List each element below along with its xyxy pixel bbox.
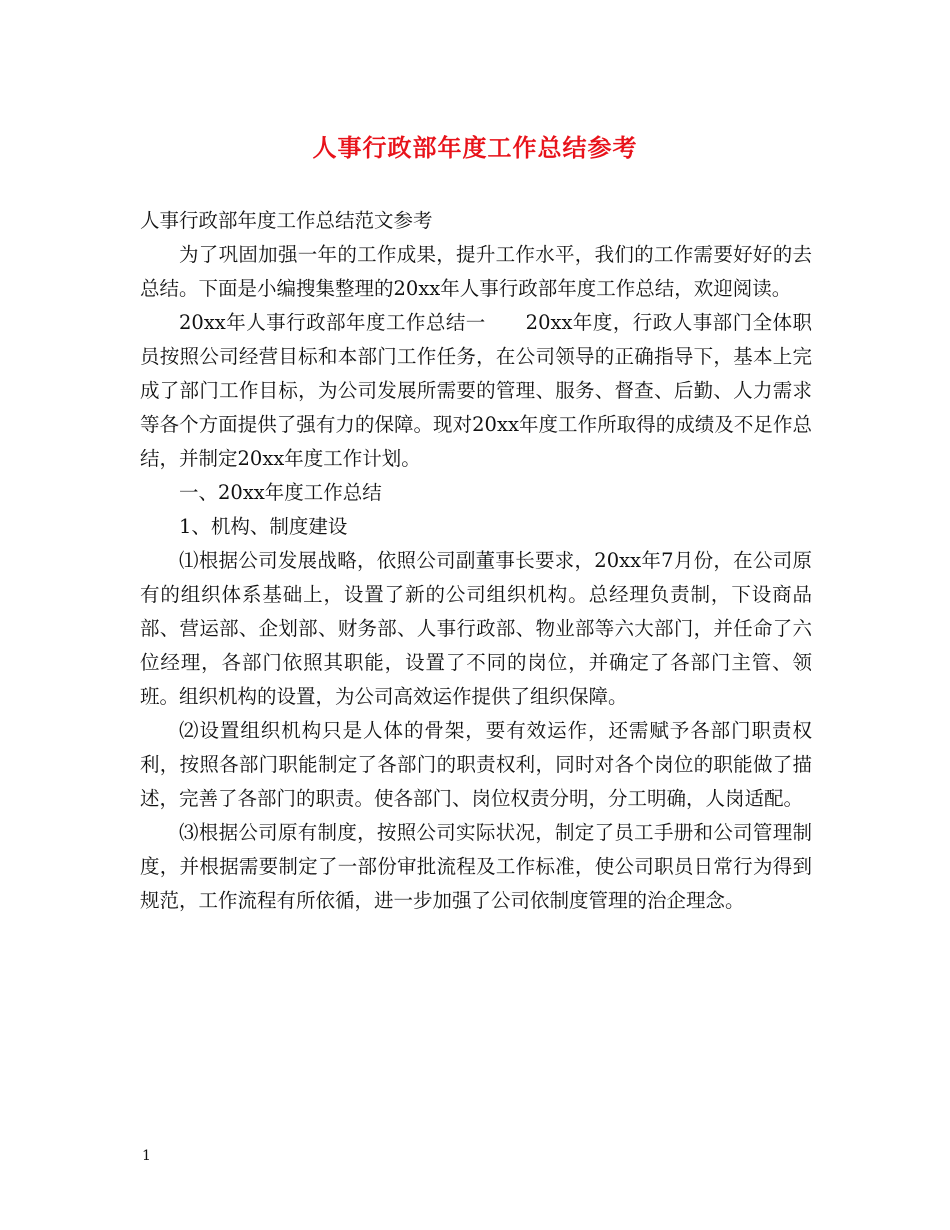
- document-title: 人事行政部年度工作总结参考: [312, 133, 638, 162]
- intro-paragraph: 为了巩固加强一年的工作成果，提升工作水平，我们的工作需要好好的去总结。下面是小编搜集整理的20xx年人事行政部年度工作总结，欢迎阅读。: [140, 243, 812, 300]
- document-body: [140, 204, 812, 918]
- subsection-heading: 1、机构、制度建设: [179, 515, 348, 538]
- policy-paragraph: ⑶根据公司原有制度，按照公司实际状况，制定了员工手册和公司管理制度，并根据需要制定了一部份审批流程及工作标准，使公司职员日常行为得到规范，工作流程有所依循，进一步加强了公司依制度管理的治企理念。: [140, 821, 812, 912]
- responsibility-paragraph: ⑵设置组织机构只是人体的骨架，要有效运作，还需赋予各部门职责权利，按照各部门职能制定了各部门的职责权利，同时对各个岗位的职能做了描述，完善了各部门的职责。使各部门、岗位权责分明，分工明确，人岗适配。: [140, 719, 812, 810]
- page-number: 1: [142, 1148, 151, 1164]
- summary-paragraph: 20xx年人事行政部年度工作总结一 20xx年度，行政人事部门全体职员按照公司经营目标和本部门工作任务，在公司领导的正确指导下，基本上完成了部门工作目标，为公司发展所需要的管理、服务、督查、后勤、人力需求等各个方面提供了强有力的保障。现对20xx年度工作所取得的成绩及不足作总结，并制定20xx年度工作计划。: [140, 311, 812, 470]
- organization-paragraph: ⑴根据公司发展战略，依照公司副董事长要求，20xx年7月份，在公司原有的组织体系基础上，设置了新的公司组织机构。总经理负责制，下设商品部、营运部、企划部、财务部、人事行政部、物业部等六大部门，并任命了六位经理，各部门依照其职能，设置了不同的岗位，并确定了各部门主管、领班。组织机构的设置，为公司高效运作提供了组织保障。: [140, 549, 812, 708]
- section-heading: 一、20xx年度工作总结: [179, 481, 382, 504]
- document-subtitle: 人事行政部年度工作总结范文参考: [140, 209, 433, 232]
